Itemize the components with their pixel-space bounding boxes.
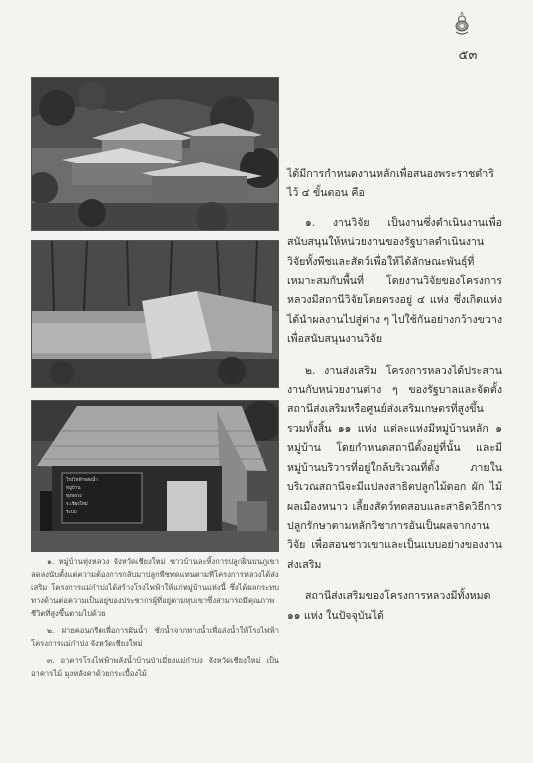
photo-caption: ๑. หมู่บ้านทุ่งหลวง จังหวัดเชียงใหม่ ชาวบ้านละทิ้งการปลูกฝิ่นบนภูเขาลดลงนับตั้งแต่ความต้องการกลับมาปลูกพืชทดแทนตามที่โครงการหลวงได้ส่งเสริม โครงการแม่ก๋าปงได้สร้างโรงไฟฟ้าให้แก่หมู่บ้านแห่งนี้ ซึ่งได้ผลกระทบทางด้านต่อความเป็นอยู่ของประชากรผู้ที่อยู่ตามหุบเขาซึ่งสามารถมีคุณภาพชีวิตที่สูงขึ้นตามไปด้วย	[31, 557, 279, 618]
sign-text-line: โรงไฟฟ้าพลังน้ำ	[66, 478, 98, 483]
sign-text-line: ระบบ	[66, 510, 77, 515]
photo-caption: ๓. อาคารโรงไฟฟ้าพลังน้ำบ้านป่าเมี่ยงแม่ก๋าปง จังหวัดเชียงใหม่ เป็นอาคารไม้ มุงหลังคาด้วยกระเบื้องไม้	[31, 656, 279, 678]
hill-village-houses-photo	[31, 77, 279, 231]
sign-text-line: หมู่บ้าน	[66, 486, 81, 491]
royal-emblem-icon	[453, 10, 471, 36]
body-text-column	[287, 165, 502, 638]
check-dam-reservoir-photo	[31, 240, 279, 388]
photo-caption: ๒. ฝายคอนกรีตเพื่อการผันน้ำ ชักน้ำจากทางน้ำเพื่อส่งน้ำให้โรงไฟฟ้า โครงการแม่ก๋าปง จังหวัดเชียงใหม่	[31, 626, 279, 648]
body-paragraph: ได้มีการกำหนดงานหลักเพื่อสนองพระราชดำริไว้ ๔ ขั้นตอน คือ	[287, 168, 494, 200]
sign-text-line: จ.เชียงใหม่	[66, 502, 88, 507]
body-paragraph: สถานีส่งเสริมของโครงการหลวงมีทั้งหมด ๑๑ แห่ง ในปัจจุบันได้	[287, 590, 491, 622]
body-paragraph: ๒. งานส่งเสริม โครงการหลวงได้ประสานงานกับหน่วยงานต่าง ๆ ของรัฐบาลและจัดตั้งสถานีส่งเสริมหรือศูนย์ส่งเสริมเกษตรที่สูงขึ้น รวมทั้งสิ้น ๑๑ แห่ง แต่ละแห่งมีหมู่บ้านหลัก ๑ หมู่บ้าน โดยกำหนดสถานีตั้งอยู่ที่นั้น และมีหมู่บ้านบริวารที่อยู่ใกล้บริเวณที่ตั้ง ภายในบริเวณสถานีจะมีแปลงสาธิตปลูกไม้ดอก ผัก ไม้ผลเมืองหนาว เลี้ยงสัตว์ทดสอบและสาธิตวิธีการปลูกรักษาตามหลักวิชาการอันเป็นผลจากงานวิจัย เพื่อสอนชาวเขาและเป็นแบบอย่างของงานส่งเสริม	[287, 364, 502, 571]
page-number: ๕๓	[458, 48, 478, 63]
thatched-hut-building-photo	[31, 400, 279, 552]
body-paragraph: ๑. งานวิจัย เป็นงานซึ่งดำเนินงานเพื่อสนับสนุนให้หน่วยงานของรัฐบาลดำเนินงานวิจัยทั้งพืชและสัตว์เพื่อให้ได้ลักษณะพันธุ์ที่เหมาะสมกับพื้นที่ โดยงานวิจัยของโครงการหลวงมีสถานีวิจัยโดยตรงอยู่ ๔ แห่ง ซึ่งเกิดแห่งได้นำผลงานไปสู่ต่าง ๆ ไปใช้กันอย่างกว้างขวางเพื่อสนับสนุนงานวิจัย	[287, 216, 502, 346]
photo-captions	[31, 555, 279, 684]
sign-text-line: ทุ่งหลวง	[66, 494, 82, 499]
